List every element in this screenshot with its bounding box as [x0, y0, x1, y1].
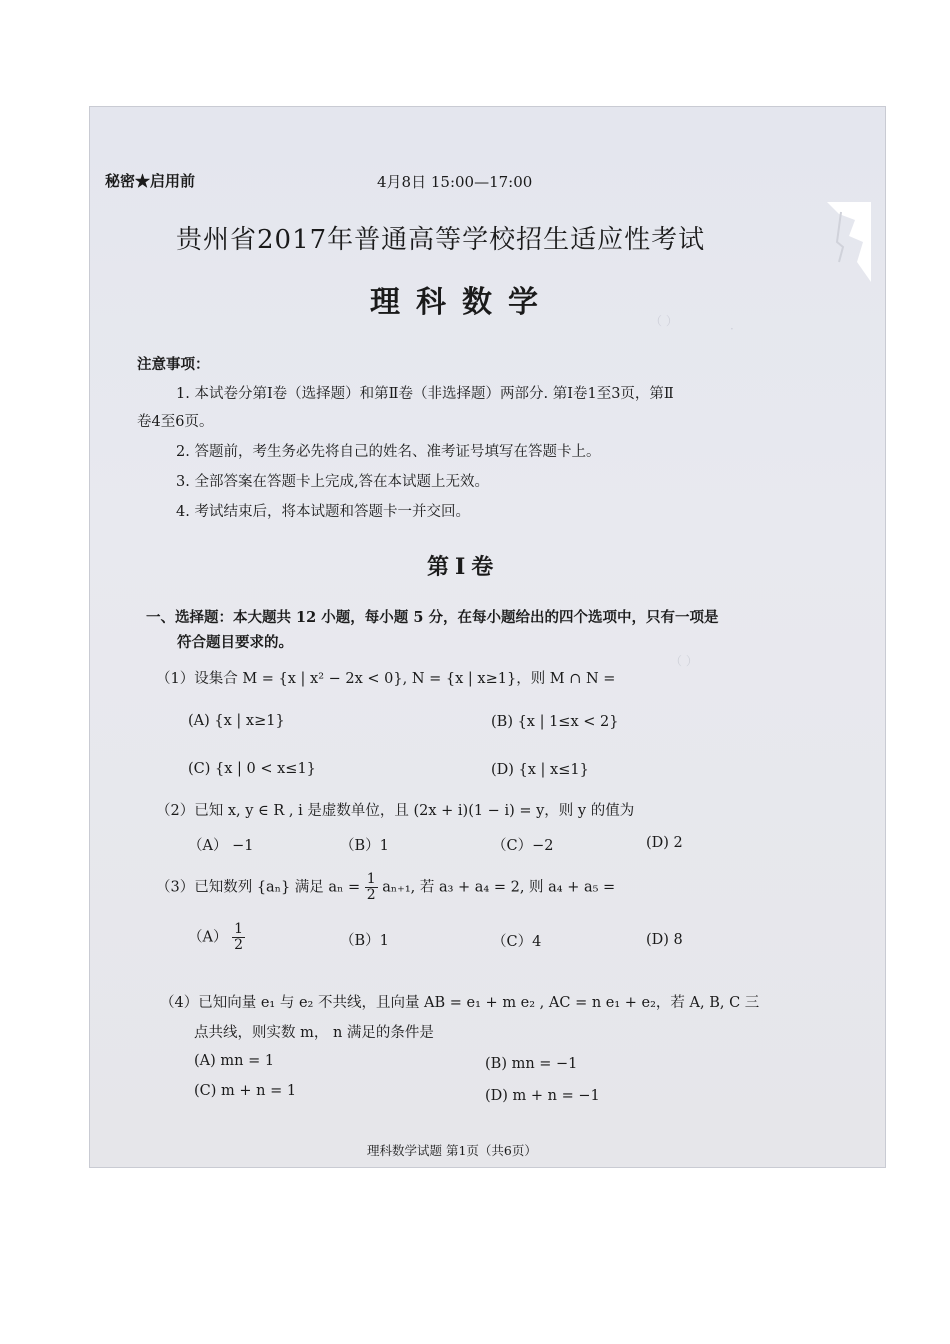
q3-option-b: （B）1 [340, 933, 389, 949]
q3-option-c: （C）4 [492, 934, 542, 950]
q3-option-d: (D) 8 [646, 932, 683, 948]
exam-title: 贵州省2017年普通高等学校招生适应性考试 [176, 225, 706, 255]
q3-option-a-label: （A） [188, 929, 228, 946]
notes-heading: 注意事项： [137, 356, 210, 373]
q1-option-d: (D) {x | x≤1} [491, 762, 589, 778]
part-instructions: 一、选择题：本大题共 12 小题，每小题 5 分，在每小题给出的四个选项中，只有一项是 [146, 609, 719, 626]
q3-stem-post: aₙ₊₁, 若 a₃ + a₄ = 2, 则 a₄ + a₅ = [382, 879, 616, 896]
question-3-stem [156, 872, 615, 903]
question-1-stem: （1）设集合 M = {x | x² − 2x < 0}, N = {x | x≥1}，则 M ∩ N = [156, 671, 616, 687]
q1-option-b: (B) {x | 1≤x < 2} [491, 714, 619, 730]
q2-option-d: (D) 2 [646, 835, 683, 851]
q1-option-a: (A) {x | x≥1} [188, 713, 285, 729]
q3-option-a-fraction [232, 922, 245, 953]
note-item: 2. 答题前，考生务必先将自己的姓名、准考证号填写在答题卡上。 [176, 444, 601, 460]
q4-option-d: (D) m + n = −1 [485, 1088, 600, 1104]
q2-option-c: （C）−2 [492, 838, 554, 854]
q4-option-c: (C) m + n = 1 [194, 1083, 297, 1099]
note-item: 3. 全部答案在答题卡上完成,答在本试题上无效。 [176, 474, 490, 490]
q1-option-c: (C) {x | 0 < x≤1} [188, 761, 316, 777]
question-4-stem-cont: 点共线，则实数 m， n 满足的条件是 [194, 1025, 434, 1041]
note-item: 4. 考试结束后，将本试题和答题卡一并交回。 [176, 504, 470, 520]
section-title: 第Ⅰ卷 [427, 554, 500, 580]
bleed-through-text: （ ） [650, 314, 678, 328]
q3-option-a [188, 922, 245, 953]
fraction-denominator: 2 [234, 937, 244, 953]
fraction-denominator: 2 [366, 887, 376, 903]
bleed-through-text: · [730, 322, 734, 336]
exam-sheet [90, 107, 885, 1167]
part-instructions-cont: 符合题目要求的。 [177, 634, 293, 651]
q3-fraction [365, 872, 378, 903]
q3-stem-pre: （3）已知数列 {aₙ} 满足 aₙ = [156, 879, 361, 896]
subject-title: 理科数学 [370, 285, 554, 320]
question-4-stem: （4）已知向量 e₁ 与 e₂ 不共线，且向量 AB = e₁ + m e₂ , AC = n e₁ + e₂，若 A, B, C 三 [160, 995, 760, 1011]
note-item: 1. 本试卷分第Ⅰ卷（选择题）和第Ⅱ卷（非选择题）两部分. 第Ⅰ卷1至3页，第Ⅱ [176, 386, 674, 402]
q4-option-a: (A) mn = 1 [194, 1053, 275, 1069]
question-2-stem: （2）已知 x, y ∈ R , i 是虚数单位，且 (2x + i)(1 − i) = y，则 y 的值为 [156, 803, 635, 819]
bleed-through-text: （ ） [670, 654, 698, 668]
q2-option-a: （A） −1 [188, 838, 254, 854]
q4-option-b: (B) mn = −1 [485, 1056, 578, 1072]
torn-corner-mark [827, 202, 871, 282]
note-item: 卷4至6页。 [137, 414, 214, 430]
secret-label: 秘密★启用前 [105, 172, 196, 190]
fraction-numerator: 1 [366, 871, 376, 887]
q2-option-b: （B）1 [340, 838, 389, 854]
page-footer: 理科数学试题 第1页（共6页） [367, 1143, 537, 1158]
fraction-numerator: 1 [234, 921, 244, 937]
exam-time: 4月8日 15:00—17:00 [377, 173, 533, 191]
